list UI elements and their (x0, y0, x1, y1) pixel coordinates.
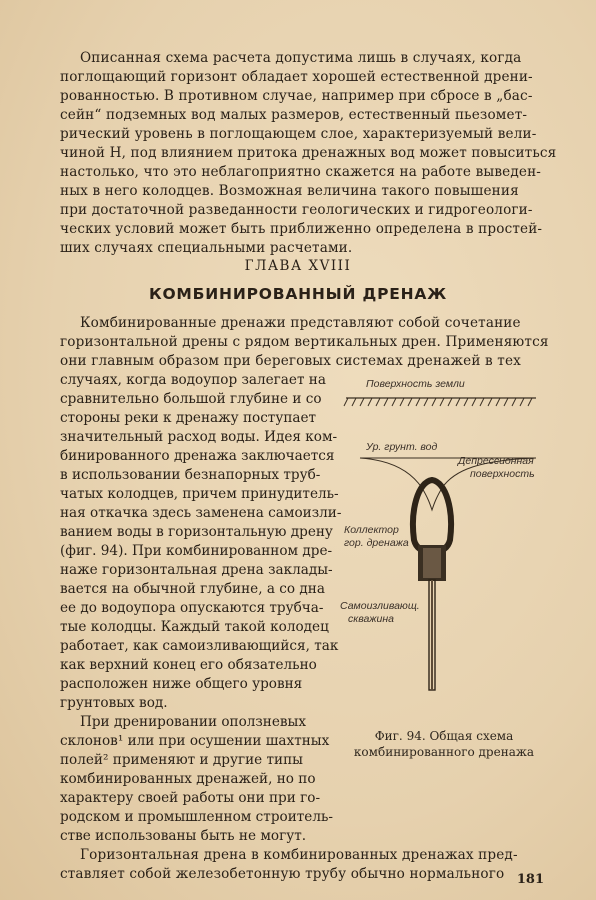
text-line: сейн“ подземных вод малых размеров, естественный пьезомет- (60, 107, 528, 123)
text-line: наже горизонтальная дрена заклады- (60, 562, 333, 578)
text-line: (фиг. 94). При комбинированном дре- (60, 543, 333, 559)
text-line: при достаточной разведанности геологических и гидрогеологи- (60, 202, 533, 218)
text-line: бинированного дренажа заключается (60, 448, 335, 464)
text-line: Комбинированные дренажи представляют собой сочетание (80, 315, 521, 331)
text-line: тые колодцы. Каждый такой колодец (60, 619, 329, 635)
text-line: расположен ниже общего уровня (60, 676, 303, 692)
text-line: ших случаях специальными расчетами. (60, 240, 353, 256)
text-line: чиной H, под влиянием притока дренажных вод может повыситься (60, 145, 557, 161)
text-line: комбинированных дренажей, но по (60, 771, 316, 787)
text-line: ставляет собой железобетонную трубу обычно нормального (60, 866, 505, 882)
text-line: Горизонтальная дрена в комбинированных дренажах пред- (80, 847, 518, 863)
text-line: Описанная схема расчета допустима лишь в случаях, когда (80, 50, 522, 66)
text-line: рический уровень в поглощающем слое, характеризуемый вели- (60, 126, 537, 142)
text-line: чатых колодцев, причем принудитель- (60, 486, 339, 502)
text-line: стороны реки к дренажу поступает (60, 410, 317, 426)
figure-caption: Фиг. 94. Общая схема комбинированного дренажа (353, 729, 535, 759)
text-line: полей² применяют и другие типы (60, 752, 303, 768)
collector-label-1: Коллектор (344, 524, 399, 536)
text-line: склонов¹ или при осушении шахтных (60, 733, 330, 749)
text-line: они главным образом при береговых системах дренажей в тех (60, 353, 521, 369)
groundwater-level-label: Ур. грунт. вод (366, 441, 438, 453)
well-label-1: Самоизливающ. (340, 600, 420, 612)
text-line: грунтовых вод. (60, 695, 168, 711)
ground-hatch (344, 398, 532, 406)
text-line: работает, как самоизливающийся, так (60, 638, 339, 654)
well-label-2: скважина (348, 613, 394, 625)
text-line: При дренировании оползневых (80, 714, 307, 730)
depression-surface-label-2: поверхность (470, 468, 535, 480)
text-line: родском и промышленном строитель- (60, 809, 333, 825)
text-line: сравнительно большой глубине и со (60, 391, 322, 407)
text-line: ее до водоупора опускаются трубча- (60, 600, 324, 616)
chapter-heading: ГЛАВА XVIII (244, 258, 352, 274)
depression-surface-label-1: Депрессионная (458, 455, 534, 467)
collector-label-2: гор. дренажа (344, 537, 409, 549)
ground-surface-label: Поверхность земли (366, 378, 465, 390)
text-line: стве использованы быть не могут. (60, 828, 307, 844)
text-line: характеру своей работы они при го- (60, 790, 321, 806)
text-line: случаях, когда водоупор залегает на (60, 372, 326, 388)
figure-94-diagram (340, 380, 540, 720)
text-line: поглощающий горизонт обладает хорошей естественной дрени- (60, 69, 533, 85)
text-line: ванием воды в горизонтальную дрену (60, 524, 333, 540)
text-line: значительный расход воды. Идея ком- (60, 429, 338, 445)
page-number: 181 (516, 872, 544, 887)
text-line: как верхний конец его обязательно (60, 657, 317, 673)
text-line: горизонтальной дрены с рядом вертикальных дрен. Применяются (60, 334, 549, 350)
chapter-title: КОМБИНИРОВАННЫЙ ДРЕНАЖ (148, 285, 447, 303)
text-line: в использовании безнапорных труб- (60, 467, 321, 483)
text-line: вается на обычной глубине, а со дна (60, 581, 325, 597)
text-line: ных в него колодцев. Возможная величина такого повышения (60, 183, 519, 199)
text-line: рованностью. В противном случае, например при сбросе в „бас- (60, 88, 533, 104)
text-line: настолько, что это неблагоприятно скажется на работе выведен- (60, 164, 542, 180)
text-line: ная откачка здесь заменена самоизли- (60, 505, 342, 521)
text-line: ческих условий может быть приближенно определена в простей- (60, 221, 543, 237)
